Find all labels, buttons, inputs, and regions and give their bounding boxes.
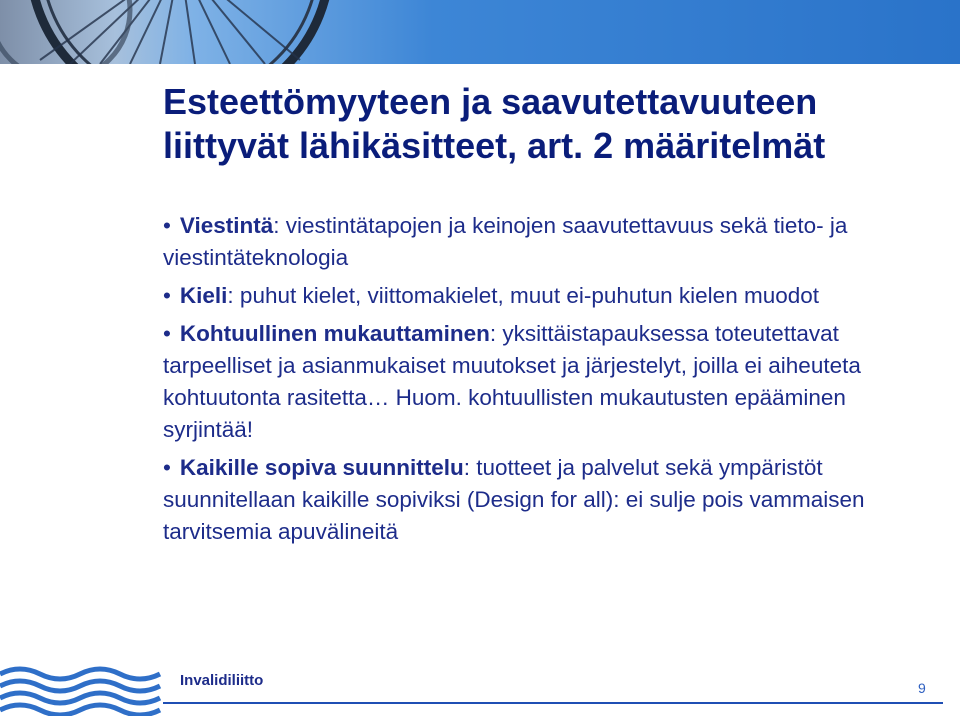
bullet-term: Kieli	[179, 283, 228, 308]
bullet-text: : yksittäistapauksessa toteutettavat tarpeelliset ja asianmukaiset muutokset ja järjestelyt, joilla ei aiheuteta kohtuutonta rasitetta… Huom. kohtuullisten mukautusten epääminen syrjintää!	[163, 321, 861, 442]
footer-divider	[163, 702, 943, 704]
bullet-text: : viestintätapojen ja keinojen saavutettavuus sekä tieto- ja viestintäteknologia	[163, 213, 848, 270]
title-line-2: liittyvät lähikäsitteet, art. 2 määritelmät	[163, 125, 826, 166]
title-line-1: Esteettömyyteen ja saavutettavuuteen	[163, 81, 818, 122]
bullet-item	[163, 210, 923, 274]
header-banner	[0, 0, 960, 64]
slide-title	[163, 80, 923, 168]
bullet-item	[163, 452, 923, 548]
bullet-text: : puhut kielet, viittomakielet, muut ei-puhutun kielen muodot	[227, 283, 820, 308]
organization-name: Invalidiliitto	[180, 672, 264, 689]
bullet-term: Viestintä	[179, 213, 274, 238]
bullet-item	[163, 280, 923, 312]
bullet-term: Kaikille sopiva suunnittelu	[179, 455, 464, 480]
bullet-list	[163, 210, 923, 554]
bullet-item	[163, 318, 923, 446]
page-number: 9	[918, 680, 926, 696]
bullet-term: Kohtuullinen mukauttaminen	[179, 321, 490, 346]
wheel-icon	[0, 0, 960, 64]
wave-logo-icon	[0, 660, 170, 716]
bullet-text: : tuotteet ja palvelut sekä ympäristöt suunnitellaan kaikille sopiviksi (Design for all): ei sulje pois vammaisen tarvitsemia apuvälineitä	[163, 455, 865, 544]
